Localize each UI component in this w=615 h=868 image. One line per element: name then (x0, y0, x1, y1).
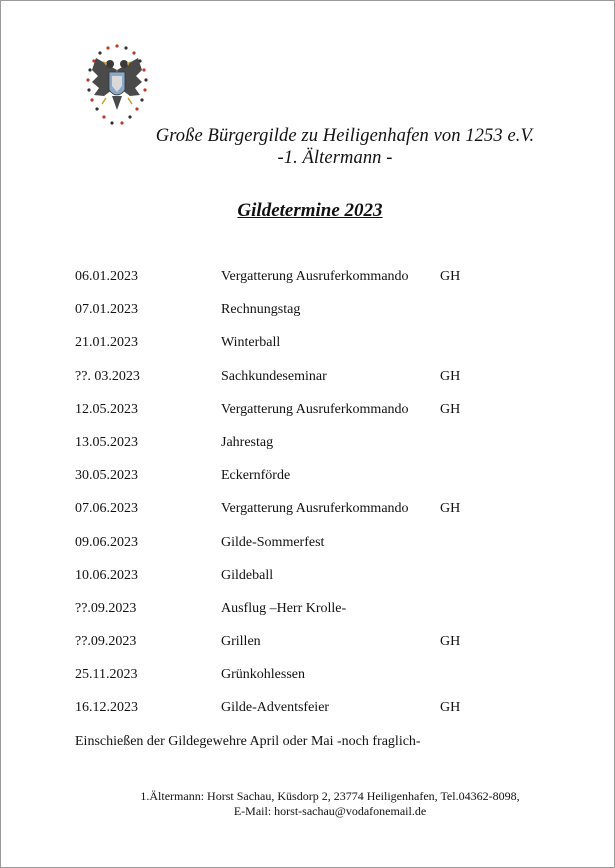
note-text: Einschießen der Gildegewehre April oder Mai -noch fraglich- (75, 734, 421, 749)
event-date: 21.01.2023 (75, 335, 138, 351)
event-date: ??.09.2023 (75, 600, 137, 616)
event-title: Vergatterung Ausruferkommando (221, 501, 409, 517)
event-title: Vergatterung Ausruferkommando (221, 401, 409, 417)
event-date: 12.05.2023 (75, 401, 138, 417)
footer-contact-line: 1.Ältermann: Horst Sachau, Küsdorp 2, 23774 Heiligenhafen, Tel.04362-8098, (140, 789, 520, 803)
event-location: GH (440, 501, 461, 517)
event-location: GH (440, 368, 461, 384)
event-row (75, 268, 555, 301)
event-title: Gilde-Adventsfeier (221, 700, 330, 716)
event-list (75, 268, 555, 733)
author-role: -1. Ältermann - (277, 148, 393, 168)
event-title: Grünkohlessen (221, 667, 305, 683)
event-date: ??.09.2023 (75, 634, 137, 650)
event-row (75, 500, 555, 533)
event-location: GH (440, 401, 461, 417)
event-date: ??. 03.2023 (75, 368, 140, 384)
event-title: Grillen (221, 634, 261, 650)
organization-name: Große Bürgergilde zu Heiligenhafen von 1253 e.V. (155, 126, 535, 146)
event-row (75, 401, 555, 434)
event-title: Eckernförde (221, 468, 291, 484)
guild-crest-icon (82, 40, 152, 134)
event-title: Rechnungstag (221, 302, 301, 318)
event-title: Vergatterung Ausruferkommando (221, 269, 409, 284)
event-title: Gildeball (221, 567, 274, 583)
event-title: Ausflug –Herr Krolle- (221, 600, 347, 616)
event-date: 13.05.2023 (75, 434, 138, 450)
event-location: GH (440, 700, 461, 716)
event-title: Winterball (221, 335, 281, 351)
event-date: 07.01.2023 (75, 302, 138, 318)
event-title: Gilde-Sommerfest (221, 534, 325, 550)
event-date: 16.12.2023 (75, 700, 138, 716)
event-row (75, 467, 555, 500)
event-date: 07.06.2023 (75, 501, 138, 517)
event-row (75, 666, 555, 699)
event-title: Sachkundeseminar (221, 368, 327, 384)
page-title: Gildetermine 2023 (237, 200, 383, 221)
event-date: 25.11.2023 (75, 667, 138, 683)
event-title: Jahrestag (221, 434, 274, 450)
event-row (75, 334, 555, 367)
event-row (75, 434, 555, 467)
event-row (75, 301, 555, 334)
event-row (75, 600, 555, 633)
footer-email-line: E-Mail: horst-sachau@vodafonemail.de (233, 804, 427, 818)
event-location: GH (440, 634, 461, 650)
event-row (75, 534, 555, 567)
event-date: 09.06.2023 (75, 534, 138, 550)
event-row (75, 633, 555, 666)
event-row (75, 368, 555, 401)
event-location: GH (440, 269, 461, 284)
event-date: 30.05.2023 (75, 468, 138, 484)
event-date: 10.06.2023 (75, 567, 138, 583)
event-row (75, 699, 555, 732)
event-date: 06.01.2023 (75, 269, 138, 284)
event-row (75, 567, 555, 600)
